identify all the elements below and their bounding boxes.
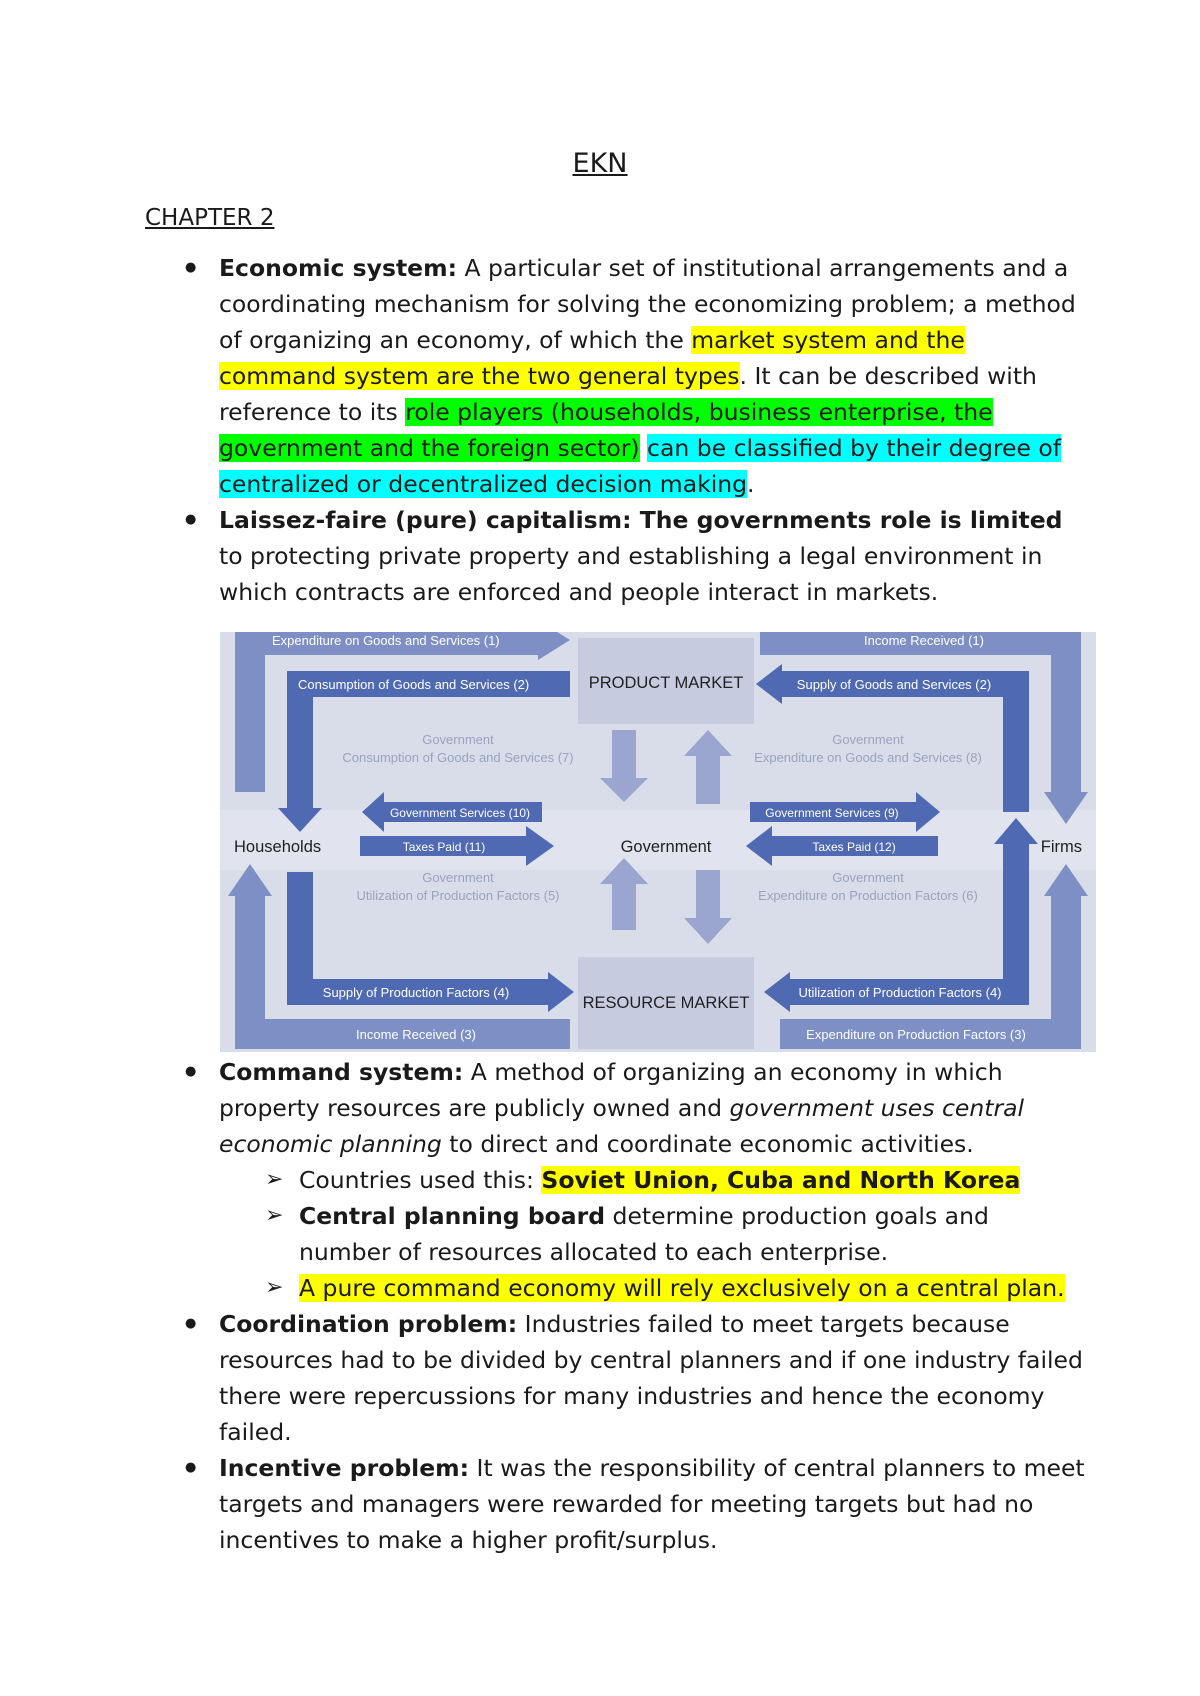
bullet-text: to direct and coordinate economic activities. xyxy=(441,1130,974,1158)
arrow-gov-exp-production xyxy=(696,870,720,920)
resource-market-label: RESOURCE MARKET xyxy=(582,994,750,1012)
bullet-coordination-problem xyxy=(155,1306,1085,1450)
flow-taxes-households: Taxes Paid (11) xyxy=(402,840,486,854)
flow-gov-consumption-b: Consumption of Goods and Services (7) xyxy=(342,750,574,765)
flow-supply-goods: Supply of Goods and Services (2) xyxy=(796,677,992,692)
circular-flow-diagram xyxy=(220,632,1096,1052)
bullet-text: A method of organizing an economy in which property resources are publicly owned and xyxy=(219,1058,1003,1122)
chapter-heading: CHAPTER 2 xyxy=(145,205,275,231)
sub-bullet-pure-command xyxy=(259,1270,1085,1306)
flow-gov-exp-production-b: Expenditure on Production Factors (6) xyxy=(758,888,978,903)
highlight-green: role players (households, business enterprise, the government and the foreign sector) xyxy=(219,398,993,462)
term-command-system: Command system: xyxy=(219,1058,464,1086)
flow-gov-exp-production-a: Government xyxy=(832,870,904,885)
bullet-text: A particular set of institutional arrangements and a coordinating mechanism for solving the economizing problem; a method of organizing an economy, of which the xyxy=(219,254,1076,354)
highlight-yellow: market system and the command system are the two general types xyxy=(219,326,965,390)
notes-list-top xyxy=(155,250,1085,610)
term-economic-system: Economic system: xyxy=(219,254,458,282)
flow-gov-services-firms: Government Services (9) xyxy=(765,806,899,820)
notes-list-bottom xyxy=(155,1054,1085,1558)
bullet-text: It was the responsibility of central planners to meet targets and managers were rewarded for meeting targets but had no incentives to make a higher profit/surplus. xyxy=(219,1454,1085,1554)
flow-income-households: Income Received (3) xyxy=(356,1027,476,1042)
flow-gov-services-households: Government Services (10) xyxy=(389,806,531,820)
command-system-sublist xyxy=(219,1162,1085,1306)
document-title: EKN xyxy=(572,148,628,179)
flow-gov-consumption-a: Government xyxy=(422,732,494,747)
flow-gov-expenditure-a: Government xyxy=(832,732,904,747)
term-central-planning-board: Central planning board xyxy=(299,1202,606,1230)
flow-expenditure-goods: Expenditure on Goods and Services (1) xyxy=(272,633,500,648)
flow-taxes-firms: Taxes Paid (12) xyxy=(812,840,896,854)
sub-bullet-countries xyxy=(259,1162,1085,1198)
flow-gov-utilization-a: Government xyxy=(422,870,494,885)
highlight-yellow: A pure command economy will rely exclusively on a central plan. xyxy=(299,1274,1065,1302)
arrow-gov-utilization xyxy=(612,882,636,930)
sub-bullet-planning-board xyxy=(259,1198,1085,1270)
sub-bullet-text: determine production goals and number of resources allocated to each enterprise. xyxy=(299,1202,989,1266)
bullet-italic: government uses central economic planning xyxy=(219,1094,1025,1158)
bullet-text xyxy=(640,434,647,462)
highlight-yellow: Soviet Union, Cuba and North Korea xyxy=(541,1166,1021,1194)
term-incentive-problem: Incentive problem: xyxy=(219,1454,470,1482)
term-coordination-problem: Coordination problem: xyxy=(219,1310,518,1338)
bullet-economic-system xyxy=(155,250,1085,502)
flow-gov-utilization-b: Utilization of Production Factors (5) xyxy=(356,888,560,903)
bullet-text: . It can be described with reference to its xyxy=(219,362,1037,426)
highlight-cyan: can be classified by their degree of centralized or decentralized decision making xyxy=(219,434,1062,498)
flow-gov-expenditure-b: Expenditure on Goods and Services (8) xyxy=(754,750,982,765)
bullet-text: to protecting private property and establishing a legal environment in which contracts are enforced and people interact in markets. xyxy=(219,542,1043,606)
sub-bullet-text: Countries used this: xyxy=(299,1166,542,1194)
households-label: Households xyxy=(234,838,322,856)
firms-label: Firms xyxy=(1040,838,1082,856)
bullet-command-system xyxy=(155,1054,1085,1306)
bullet-text: . xyxy=(747,470,755,498)
flow-utilization-factors: Utilization of Production Factors (4) xyxy=(798,985,1002,1000)
arrow-gov-expenditure xyxy=(696,754,720,804)
flow-supply-factors: Supply of Production Factors (4) xyxy=(322,985,510,1000)
bullet-laissez-faire xyxy=(155,502,1085,610)
government-label: Government xyxy=(620,838,712,856)
flow-consumption-goods: Consumption of Goods and Services (2) xyxy=(298,677,530,692)
bullet-text: Industries failed to meet targets because resources had to be divided by central planners and if one industry failed there were repercussions for many industries and hence the economy failed. xyxy=(219,1310,1083,1446)
product-market-label: PRODUCT MARKET xyxy=(588,674,744,692)
flow-expenditure-factors: Expenditure on Production Factors (3) xyxy=(806,1027,1026,1042)
arrow-gov-consumption xyxy=(612,730,636,780)
term-laissez-faire: Laissez-faire (pure) capitalism: The governments role is limited xyxy=(219,506,1063,534)
flow-income-firms: Income Received (1) xyxy=(864,633,984,648)
bullet-incentive-problem xyxy=(155,1450,1085,1558)
